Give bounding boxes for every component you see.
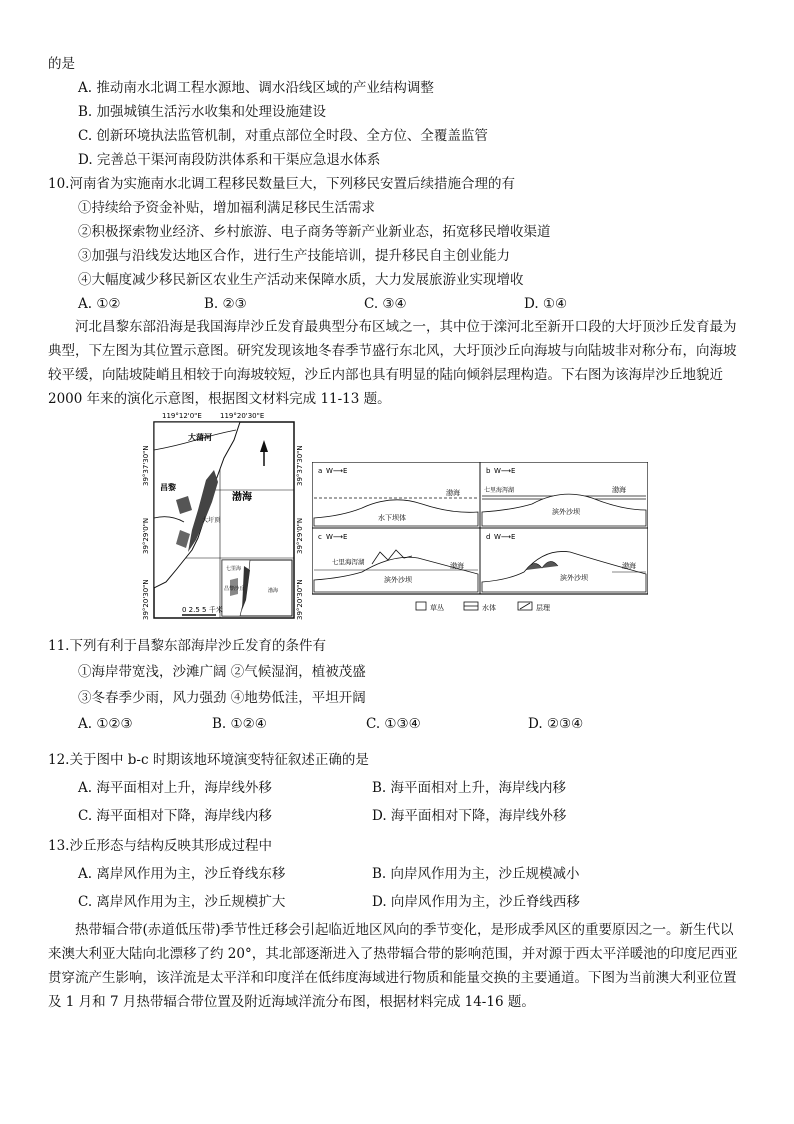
q13-option-a: A. 离岸风作用为主，沙丘脊线东移 (78, 866, 286, 882)
q13-option-b: B. 向岸风作用为主，沙丘规模减小 (372, 866, 580, 882)
q10-item-4: ④大幅度减少移民新区农业生产活动来保障水质，大力发展旅游业实现增收 (78, 272, 524, 288)
map-sea-label: 渤海 (232, 492, 252, 503)
q9-option-d: D. 完善总干渠河南段防洪体系和干渠应急退水体系 (78, 152, 381, 168)
q10-item-2: ②积极探索物业经济、乡村旅游、电子商务等新产业新业态，拓宽移民增收渠道 (78, 224, 551, 240)
q13-options-row1 (0, 864, 794, 884)
legend-grass: 草丛 (430, 604, 444, 612)
panel-d-tag: d (486, 533, 491, 541)
q12-stem: 12.关于图中 b-c 时期该地环境演变特征叙述正确的是 (48, 752, 369, 768)
panel-a-sea: 渤海 (446, 489, 460, 497)
legend-water: 水体 (482, 604, 496, 612)
map-lon-label-1: 119°12'0"E (162, 412, 202, 420)
legend-grass-icon (416, 602, 426, 610)
panel-d-dir: W⟶E (494, 533, 516, 541)
panel-b-dir: W⟶E (494, 467, 516, 475)
q11-stem: 11.下列有利于昌黎东部海岸沙丘发育的条件有 (48, 638, 326, 654)
evolution-legend (416, 602, 550, 612)
q10-option-a: A. ①② (78, 296, 121, 312)
q11-options (0, 714, 794, 734)
map-town-label: 昌黎 (160, 483, 176, 492)
panel-d-landform: 滨外沙坝 (560, 574, 588, 582)
q13-option-d: D. 向岸风作用为主，沙丘脊线西移 (372, 894, 580, 910)
panel-c-landform: 滨外沙坝 (384, 576, 412, 584)
q11-option-a: A. ①②③ (78, 716, 133, 732)
q9-option-c: C. 创新环境执法监管机制，对重点部位全时段、全方位、全覆盖监管 (78, 128, 488, 144)
passage-dune: 河北昌黎东部沿海是我国海岸沙丘发育最典型分布区域之一，其中位于滦河北至新开口段的大圩顶沙丘发育最为典型，下左图为其位置示意图。研究发现该地冬春季节盛行东北风，大圩顶沙丘向海坡与向陆坡非对称分布，向海坡较平缓，向陆坡陡峭且相较于向海坡较短，沙丘内部也具有明显的陆向倾斜层理构造。下右图为该海岸沙丘地貌近 2000 年来的演化示意图，根据图文材料完成 11-13 题。 (48, 319, 737, 407)
legend-bedding: 层理 (536, 604, 550, 612)
panel-b-tag: b (486, 467, 491, 475)
q10-stem: 10.河南省为实施南水北调工程移民数量巨大，下列移民安置后续措施合理的有 (48, 176, 515, 192)
map-area-label: 大圩顶 (202, 517, 221, 524)
q11-option-c: C. ①③④ (366, 716, 421, 732)
panel-c-lagoon: 七里海泻湖 (332, 558, 365, 566)
map-scale: 0 2.5 5 千米 (182, 606, 223, 614)
panel-b-landform: 滨外沙坝 (552, 508, 580, 516)
q9-option-a: A. 推动南水北调工程水源地、调水沿线区域的产业结构调整 (78, 80, 434, 96)
panel-b-lagoon: 七里海泻湖 (484, 487, 515, 494)
q13-stem: 13.沙丘形态与结构反映其形成过程中 (48, 838, 272, 854)
inset-label-2: 昌黎沙丘 (224, 586, 245, 592)
q13-option-c: C. 离岸风作用为主，沙丘规模扩大 (78, 894, 286, 910)
q10-item-1: ①持续给予资金补贴，增加福利满足移民生活需求 (78, 200, 375, 216)
map-right-lat-label-2: 39°29'0"N (296, 517, 304, 554)
q12-option-a: A. 海平面相对上升，海岸线外移 (78, 780, 272, 796)
map-lat-label-2: 39°29'0"N (142, 517, 150, 554)
q12-option-c: C. 海平面相对下降，海岸线内移 (78, 808, 272, 824)
evolution-diagram (312, 462, 648, 614)
q10-option-c: C. ③④ (364, 296, 407, 312)
q13-options-row2 (0, 892, 794, 912)
q10-option-d: D. ①④ (524, 296, 568, 312)
q10-item-3: ③加强与沿线发达地区合作，进行生产技能培训，提升移民自主创业能力 (78, 248, 510, 264)
map-right-lat-label-3: 39°20'30"N (296, 579, 304, 620)
panel-a-landform: 水下坝体 (378, 514, 406, 522)
panel-d-sea: 渤海 (622, 562, 636, 570)
panel-b-sea: 渤海 (612, 486, 626, 494)
panel-c-dir: W⟶E (326, 533, 348, 541)
q11-option-b: B. ①②④ (212, 716, 267, 732)
map-lat-label-3: 39°20'30"N (142, 579, 150, 620)
inset-label-1: 七里海 (226, 566, 242, 572)
panel-c-sea: 渤海 (450, 562, 464, 570)
q10-options (0, 294, 794, 314)
q11-option-d: D. ②③④ (528, 716, 584, 732)
panel-a-dir: W⟶E (326, 467, 348, 475)
q9-stem-tail: 的是 (48, 56, 75, 72)
q9-option-b: B. 加强城镇生活污水收集和处理设施建设 (78, 104, 327, 120)
q11-item-line2: ③冬春季少雨，风力强劲 ④地势低洼，平坦开阔 (78, 690, 366, 706)
q12-option-d: D. 海平面相对下降，海岸线外移 (372, 808, 567, 824)
q12-option-b: B. 海平面相对上升，海岸线内移 (372, 780, 567, 796)
passage-itcz: 热带辐合带(赤道低压带)季节性迁移会引起临近地区风向的季节变化，是形成季风区的重要原因之一。新生代以来澳大利亚大陆向北漂移了约 20°，其北部逐渐进入了热带辐合带的影响范围，并对源于西太平洋暖池的印度尼西亚贯穿流产生影响，该洋流是太平洋和印度洋在低纬度海域进行物质和能量交换的主要通道。下图为当前澳大利亚位置及 1 月和 7 月热带辐合带位置及附近海域洋流分布图，根据材料完成 14-16 题。 (48, 922, 738, 1010)
location-map (136, 410, 304, 626)
panel-a-tag: a (318, 467, 323, 475)
q12-options-row1 (0, 778, 794, 798)
map-right-lat-label-1: 39°37'30"N (296, 445, 304, 486)
q11-item-line1: ①海岸带宽浅，沙滩广阔 ②气候湿润，植被茂盛 (78, 664, 366, 680)
panel-c-tag: c (318, 533, 322, 541)
q12-options-row2 (0, 806, 794, 826)
q10-option-b: B. ②③ (204, 296, 247, 312)
map-lon-label-2: 119°20'30"E (220, 412, 265, 420)
inset-label-3: 渤海 (268, 588, 279, 594)
map-river-label: 大蒲河 (188, 433, 212, 442)
map-lat-label-1: 39°37'30"N (142, 445, 150, 486)
